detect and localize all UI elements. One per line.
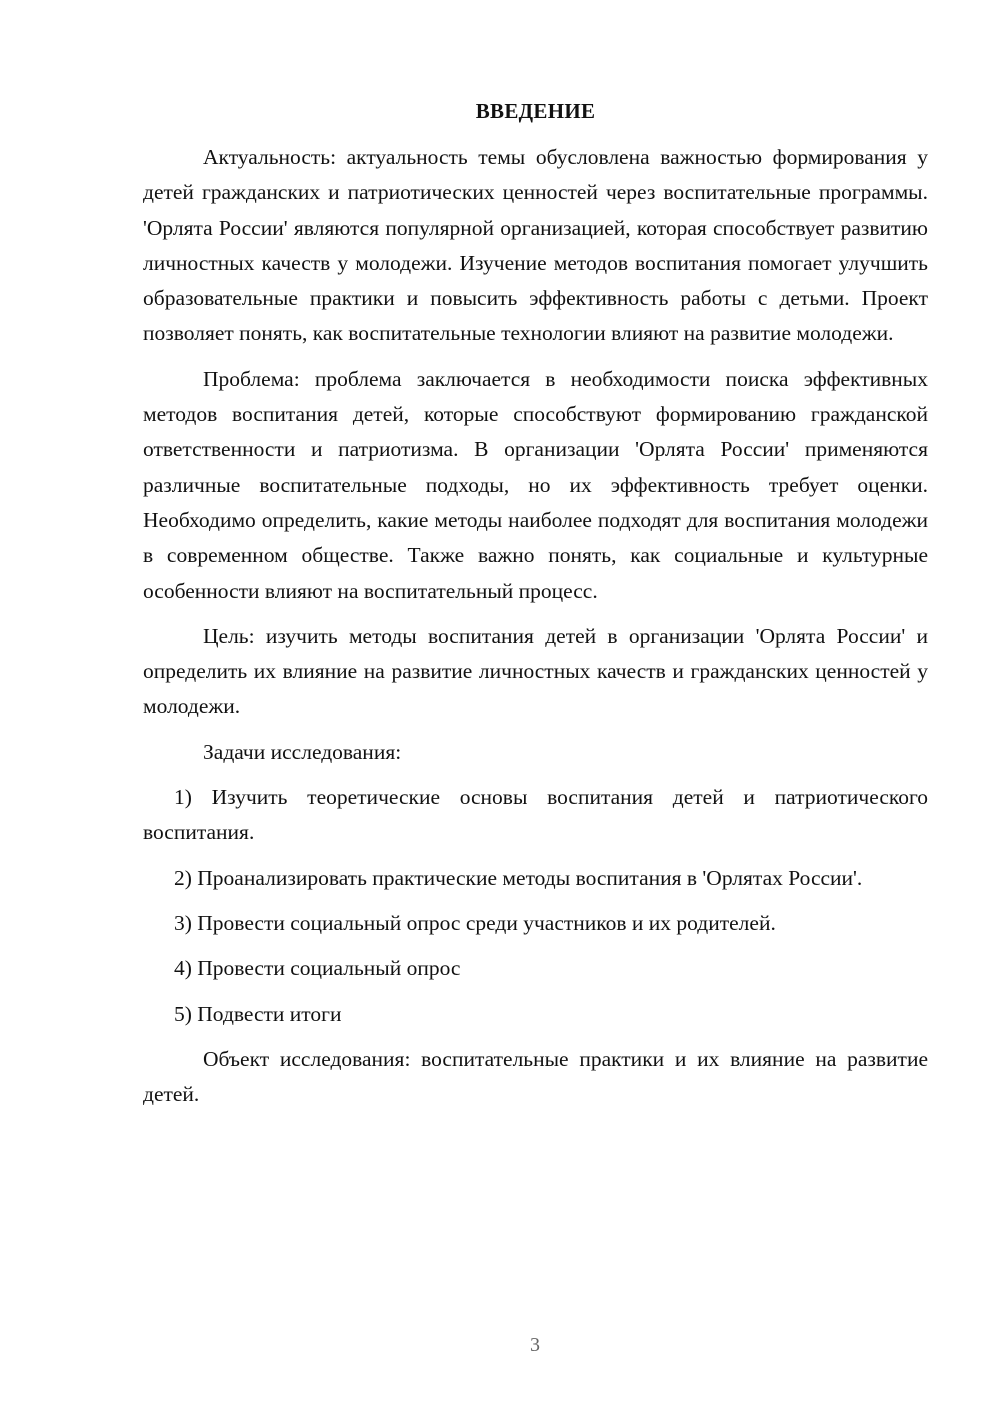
task-item: 1) Изучить теоретические основы воспитания детей и патриотического воспитания. xyxy=(143,785,928,845)
tasks-heading: Задачи исследования: xyxy=(203,739,402,764)
document-body xyxy=(143,140,928,1122)
task-item: 2) Проанализировать практические методы воспитания в 'Орлятах России'. xyxy=(174,865,863,890)
relevance-paragraph: Актуальность: актуальность темы обусловлена важностью формирования у детей гражданских и патриотических ценностей через воспитательные программы. 'Орлята России' являются популярной организацией, которая способствует развитию личностных качеств у молодежи. Изучение методов воспитания помогает улучшить образовательные практики и повысить эффективность работы с детьми. Проект позволяет понять, как воспитательные технологии влияют на развитие молодежи. xyxy=(143,145,928,346)
problem-paragraph: Проблема: проблема заключается в необходимости поиска эффективных методов воспитания детей, которые способствуют формированию гражданской ответственности и патриотизма. В организации 'Орлята России' применяются различные воспитательные подходы, но их эффективность требует оценки. Необходимо определить, какие методы наиболее подходят для воспитания молодежи в современном обществе. Также важно понять, как социальные и культурные особенности влияют на воспитательный процесс. xyxy=(143,366,928,603)
task-item: 4) Провести социальный опрос xyxy=(174,956,461,981)
task-item: 3) Провести социальный опрос среди участников и их родителей. xyxy=(174,910,776,935)
object-paragraph: Объект исследования: воспитательные практики и их влияние на развитие детей. xyxy=(143,1046,928,1107)
task-item: 5) Подвести итоги xyxy=(174,1001,342,1026)
section-title: ВВЕДЕНИЕ xyxy=(475,99,596,123)
goal-paragraph: Цель: изучить методы воспитания детей в организации 'Орлята России' и определить их влияние на развитие личностных качеств и гражданских ценностей у молодежи. xyxy=(143,623,928,719)
page-number: 3 xyxy=(530,1334,540,1356)
